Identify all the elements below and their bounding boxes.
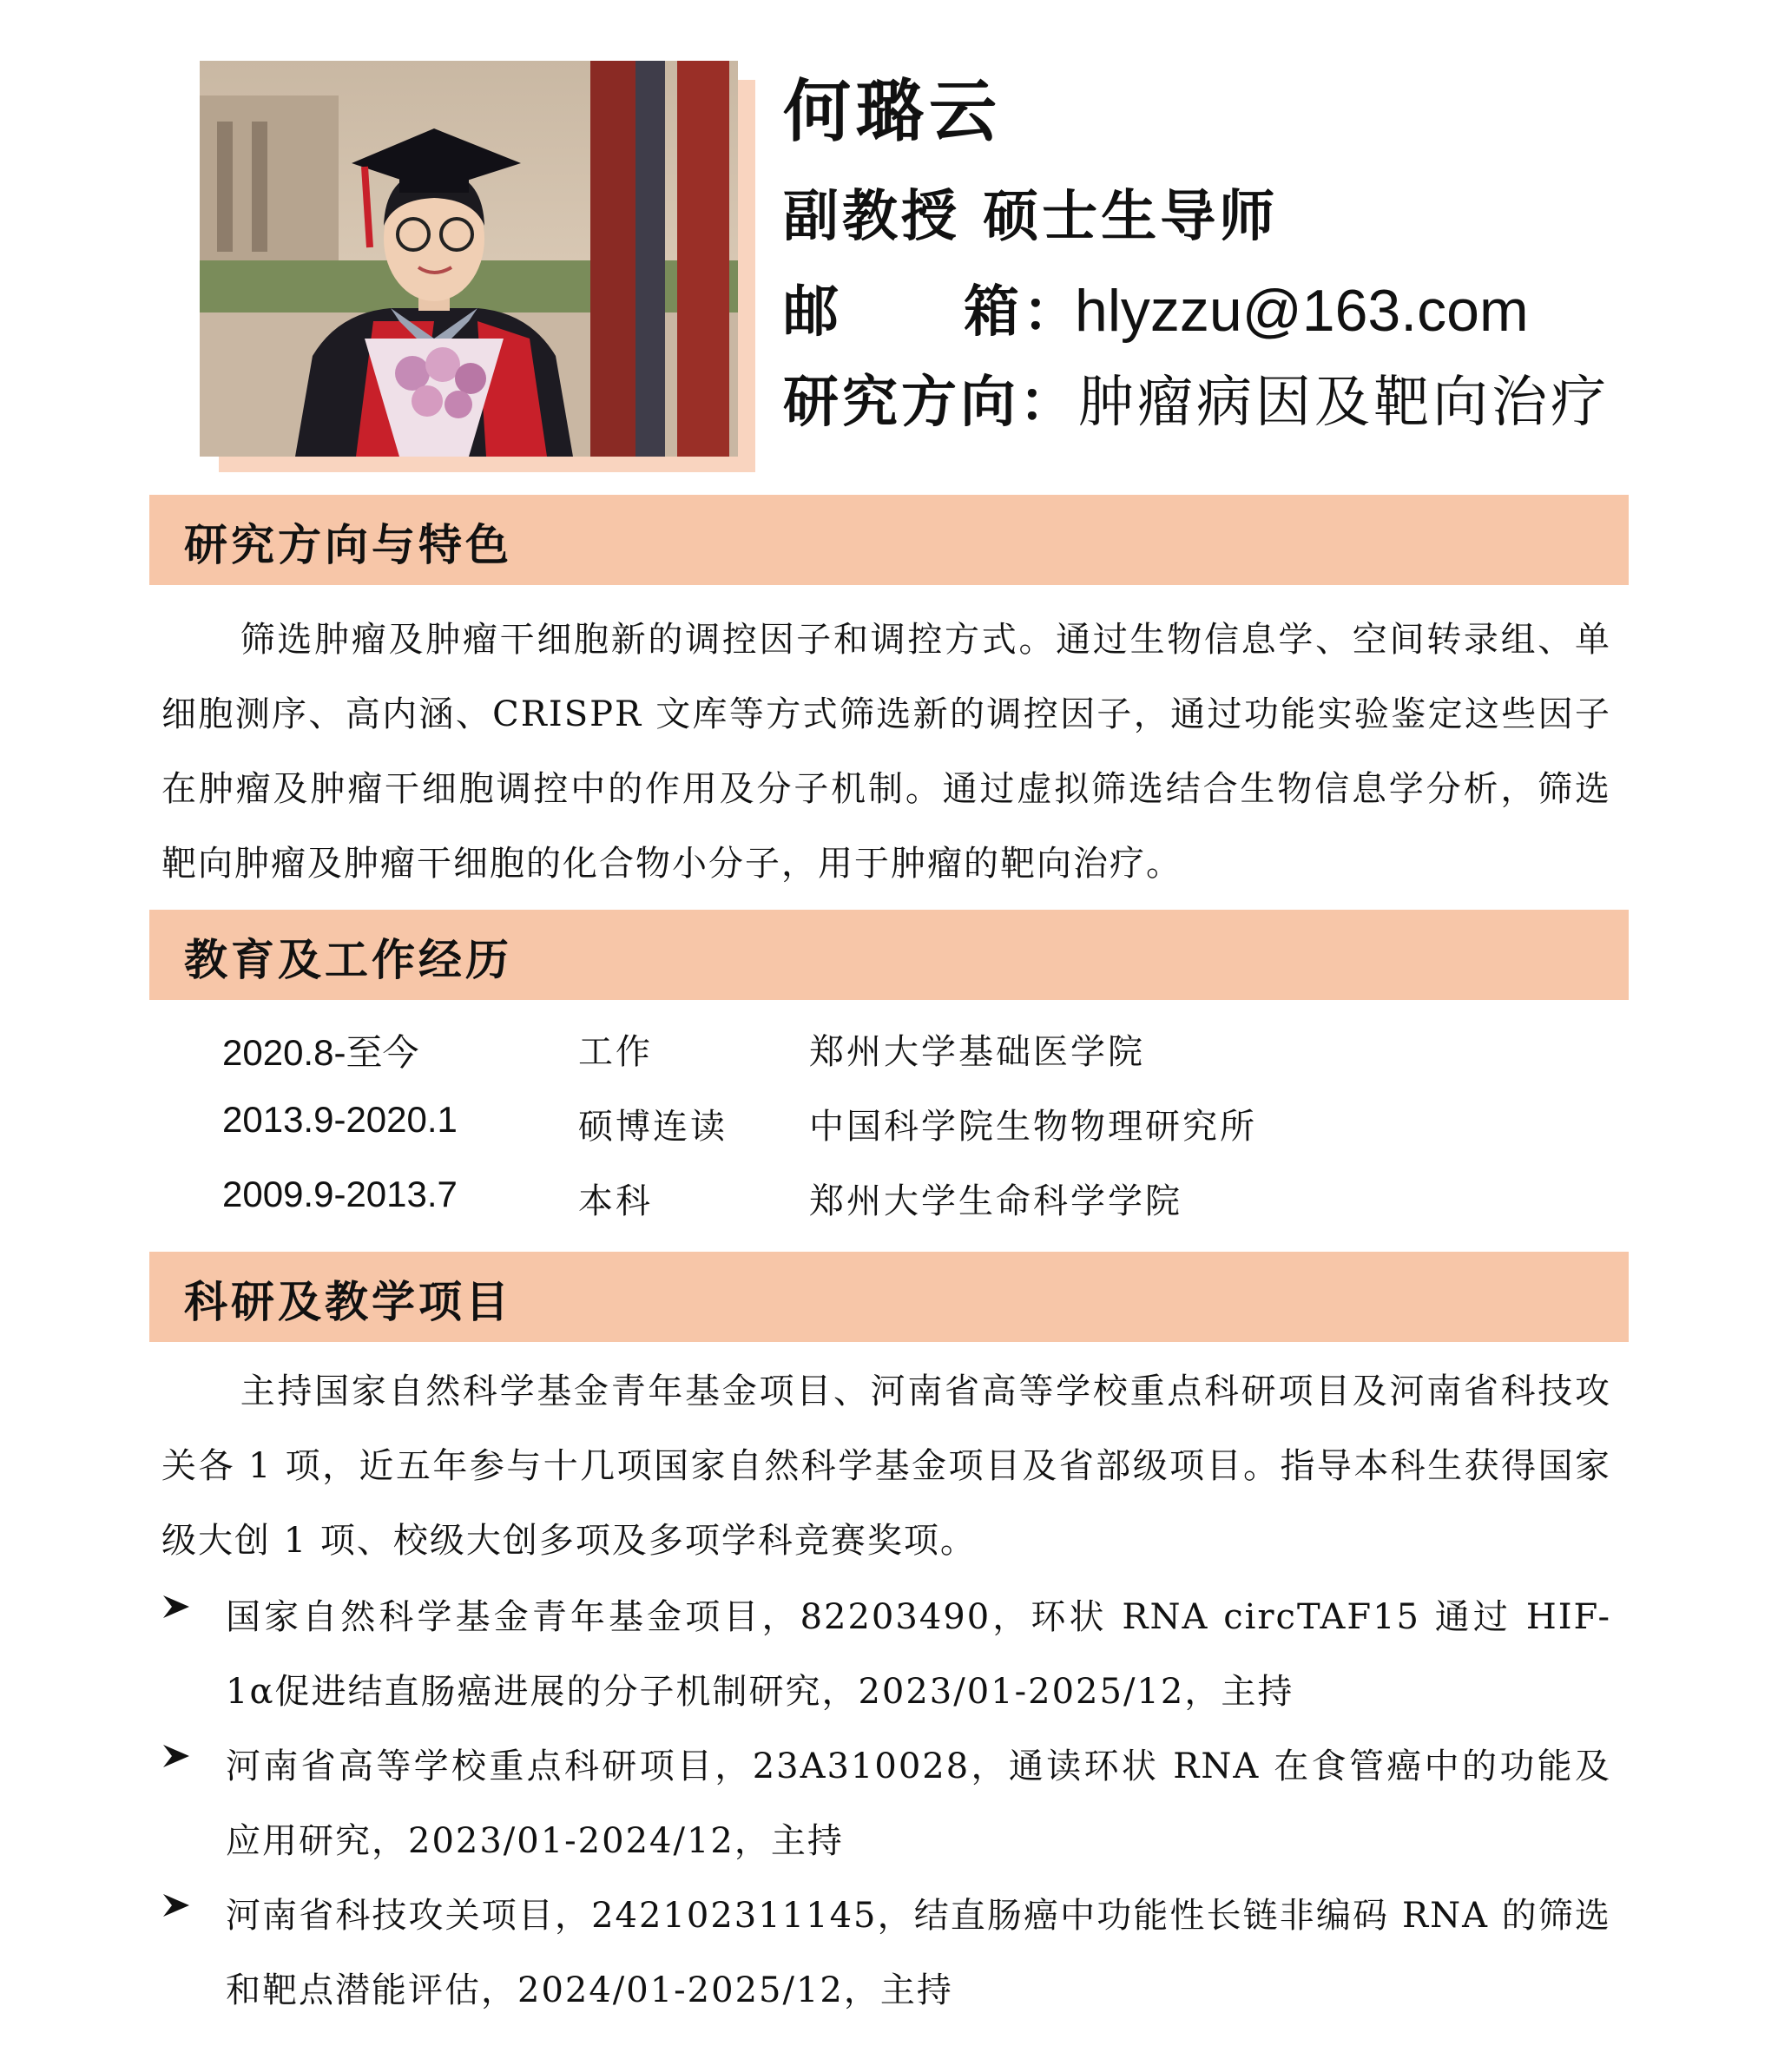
arrow-bullet-icon [161,1741,191,1771]
arrow-bullet-icon [161,1592,191,1621]
project-item-text: 河南省高等学校重点科研项目，23A310028，通读环状 RNA 在食管癌中的功能及应用研究，2023/01-2024/12，主持 [226,1746,1611,1861]
person-name: 何璐云 [783,72,1003,151]
section-education-heading: 教育及工作经历 [184,934,512,985]
email-line [783,267,1529,347]
section-research-heading: 研究方向与特色 [184,519,512,570]
research-paragraph-text: 筛选肿瘤及肿瘤干细胞新的调控因子和调控方式。通过生物信息学、空间转录组、单细胞测序、高内涵、CRISPR 文库等方式筛选新的调控因子，通过功能实验鉴定这些因子在肿瘤及肿瘤干细胞调控中的作用及分子机制。通过虚拟筛选结合生物信息学分析，筛选靶向肿瘤及肿瘤干细胞的化合物小分子，用于肿瘤的靶向治疗。 [161,620,1611,884]
graduation-portrait-image [200,61,738,457]
section-projects-header [149,1252,1629,1342]
email-address[interactable]: hlyzzu@163.com [1075,278,1529,344]
email-label-part-2: 箱： [964,280,1082,345]
education-institution: 中国科学院生物物理研究所 [809,1107,1257,1147]
education-institution: 郑州大学生命科学学院 [809,1181,1182,1221]
arrow-bullet-icon [161,1891,191,1920]
education-date: 2020.8-至今 [222,1032,419,1073]
profile-photo [200,61,738,457]
research-paragraph [161,602,1611,901]
academic-title: 副教授 硕士生导师 [783,184,1279,249]
education-date: 2013.9-2020.1 [222,1099,458,1140]
research-direction-label: 研究方向： [783,370,1078,435]
education-institution: 郑州大学基础医学院 [809,1032,1145,1072]
email-label-part-1: 邮 [783,280,842,345]
projects-paragraph-text: 主持国家自然科学基金青年基金项目、河南省高等学校重点科研项目及河南省科技攻关各 1 项，近五年参与十几项国家自然科学基金项目及省部级项目。指导本科生获得国家级大创 1 项、校级大创多项及多项学科竞赛奖项。 [161,1371,1611,1561]
education-type: 硕博连读 [578,1107,728,1147]
section-education-header [149,910,1629,1000]
section-research-header [149,495,1629,585]
profile-photo-frame [200,61,755,472]
project-item-text: 河南省科技攻关项目，242102311145，结直肠癌中功能性长链非编码 RNA 的筛选和靶点潜能评估，2024/01-2025/12，主持 [226,1896,1611,2010]
section-projects-heading: 科研及教学项目 [184,1276,512,1327]
projects-paragraph [161,1354,1611,1578]
research-direction-line [783,358,1610,437]
education-type: 本科 [578,1181,653,1221]
education-date: 2009.9-2013.7 [222,1174,458,1214]
research-direction-value: 肿瘤病因及靶向治疗 [1078,371,1610,435]
email-label [783,267,1082,347]
project-item-text: 国家自然科学基金青年基金项目，82203490，环状 RNA circTAF15 通过 HIF-1α促进结直肠癌进展的分子机制研究，2023/01-2025/12，主持 [226,1597,1611,1712]
education-type: 工作 [578,1032,653,1072]
